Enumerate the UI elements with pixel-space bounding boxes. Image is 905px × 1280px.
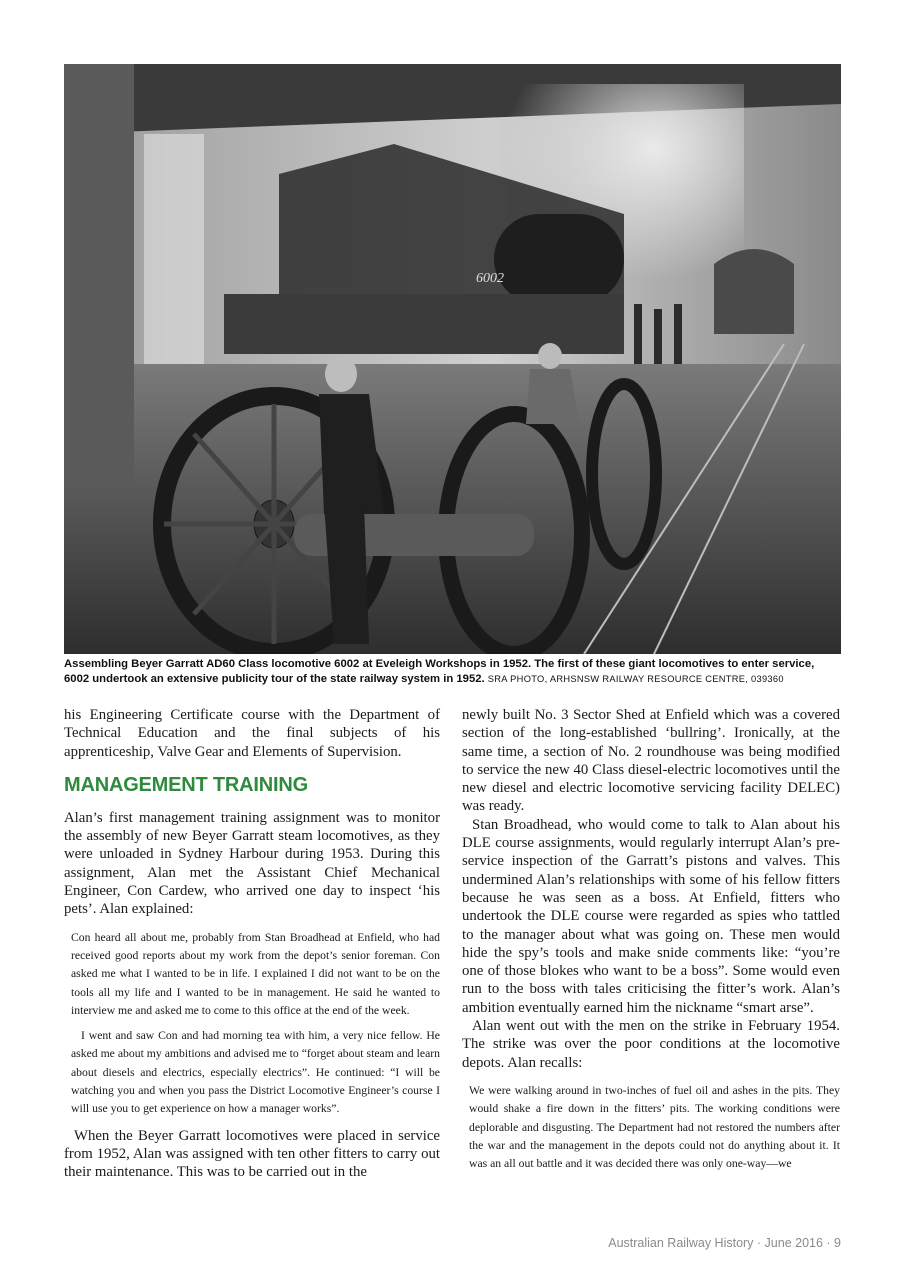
left-column <box>64 706 440 1182</box>
right-paragraph-2: Stan Broadhead, who would come to talk to Alan about his DLE course assignments, would regularly interrupt Alan’s pre-service inspection of the Garratt’s pistons and valves. This undermined Alan’s relationships with some of his fellow fitters because he was seen as a boss. At Enfield, fitters who undertook the DLE course were regarded as spies who tattled to the manager about what was going on. These men would hide the spy’s tools and make snide comments like: “you’re one of those blokes who want to be a boss”. Some would even run to the boss with tales criticising the fitter’s work. Alan’s ambition eventually earned him the nickname “smart arse”. <box>462 816 840 1016</box>
right-column <box>462 706 840 1181</box>
locomotive-number: 6002 <box>476 271 504 286</box>
right-paragraph-1: newly built No. 3 Sector Shed at Enfield which was a covered section of the long-established ‘bullring’. Ironically, at the same time, a section of No. 2 roundhouse was being modified to service the new 40 Class diesel-electric locomotives until the new diesel and electric locomotive servicing facility DELEC) was ready. <box>462 707 840 815</box>
workshop-photo <box>64 64 841 654</box>
quote-paragraph-2: I went and saw Con and had morning tea with him, a very nice fellow. He asked me about my ambitions and advised me to “forget about steam and learn about diesels and electrics, especially electrics”. He continued: “I will be watching you and when you pass the District Locomotive Engineer’s course I will use you to get experience on how a manager works”. <box>71 1029 440 1116</box>
page-footer: Australian Railway History · June 2016 · 9 <box>608 1236 841 1250</box>
caption-text: Assembling Beyer Garratt AD60 Class locomotive 6002 at Eveleigh Workshops in 1952. The first of these giant locomotives to enter service, 6002 undertook an extensive publicity tour of the state railway system in 1952. <box>64 658 815 685</box>
blockquote-con-cardew <box>64 929 440 1119</box>
workshop-photo-illustration <box>64 64 841 654</box>
quote-paragraph-1: Con heard all about me, probably from Stan Broadhead at Enfield, who had received good reports about my work from the depot’s senior foreman. Con asked me what I wanted to be in life. I explained I did not want to be on the tools all my life and I wanted to be in management. He said he wanted to interview me and asked me to come to this office at the end of the week. <box>71 930 440 1017</box>
strike-quote-paragraph: We were walking around in two-inches of fuel oil and ashes in the pits. They would shake a fire down in the fitters’ pits. The working conditions were deplorable and disgusting. The Department had not restored the numbers after the war and the management in the depots could not do anything about it. It was an all out battle and it was decided there was only one-way—we <box>469 1083 840 1171</box>
left-paragraph-3: When the Beyer Garratt locomotives were placed in service from 1952, Alan was assigned with ten other fitters to carry out their maintenance. This was to be carried out in the <box>64 1127 440 1181</box>
blockquote-strike <box>462 1082 840 1173</box>
right-paragraph-3: Alan went out with the men on the strike in February 1954. The strike was over the poor conditions at the locomotive depots. Alan recalls: <box>462 1018 840 1071</box>
photo-caption <box>64 657 841 687</box>
left-paragraph-1: his Engineering Certificate course with the Department of Technical Education and the final subjects of his apprenticeship, Valve Gear and Elements of Supervision. <box>64 707 440 760</box>
photo-credit: SRA PHOTO, ARHSNSW RAILWAY RESOURCE CENTRE, 039360 <box>487 674 784 684</box>
section-heading: MANAGEMENT TRAINING <box>64 773 308 796</box>
left-paragraph-2: Alan’s first management training assignment was to monitor the assembly of new Beyer Garratt steam locomotives, as they were unloaded in Sydney Harbour during 1953. During this assignment, Alan met the Assistant Chief Mechanical Engineer, Con Cardew, who arrived one day to inspect ‘his pets’. Alan explained: <box>64 809 440 918</box>
